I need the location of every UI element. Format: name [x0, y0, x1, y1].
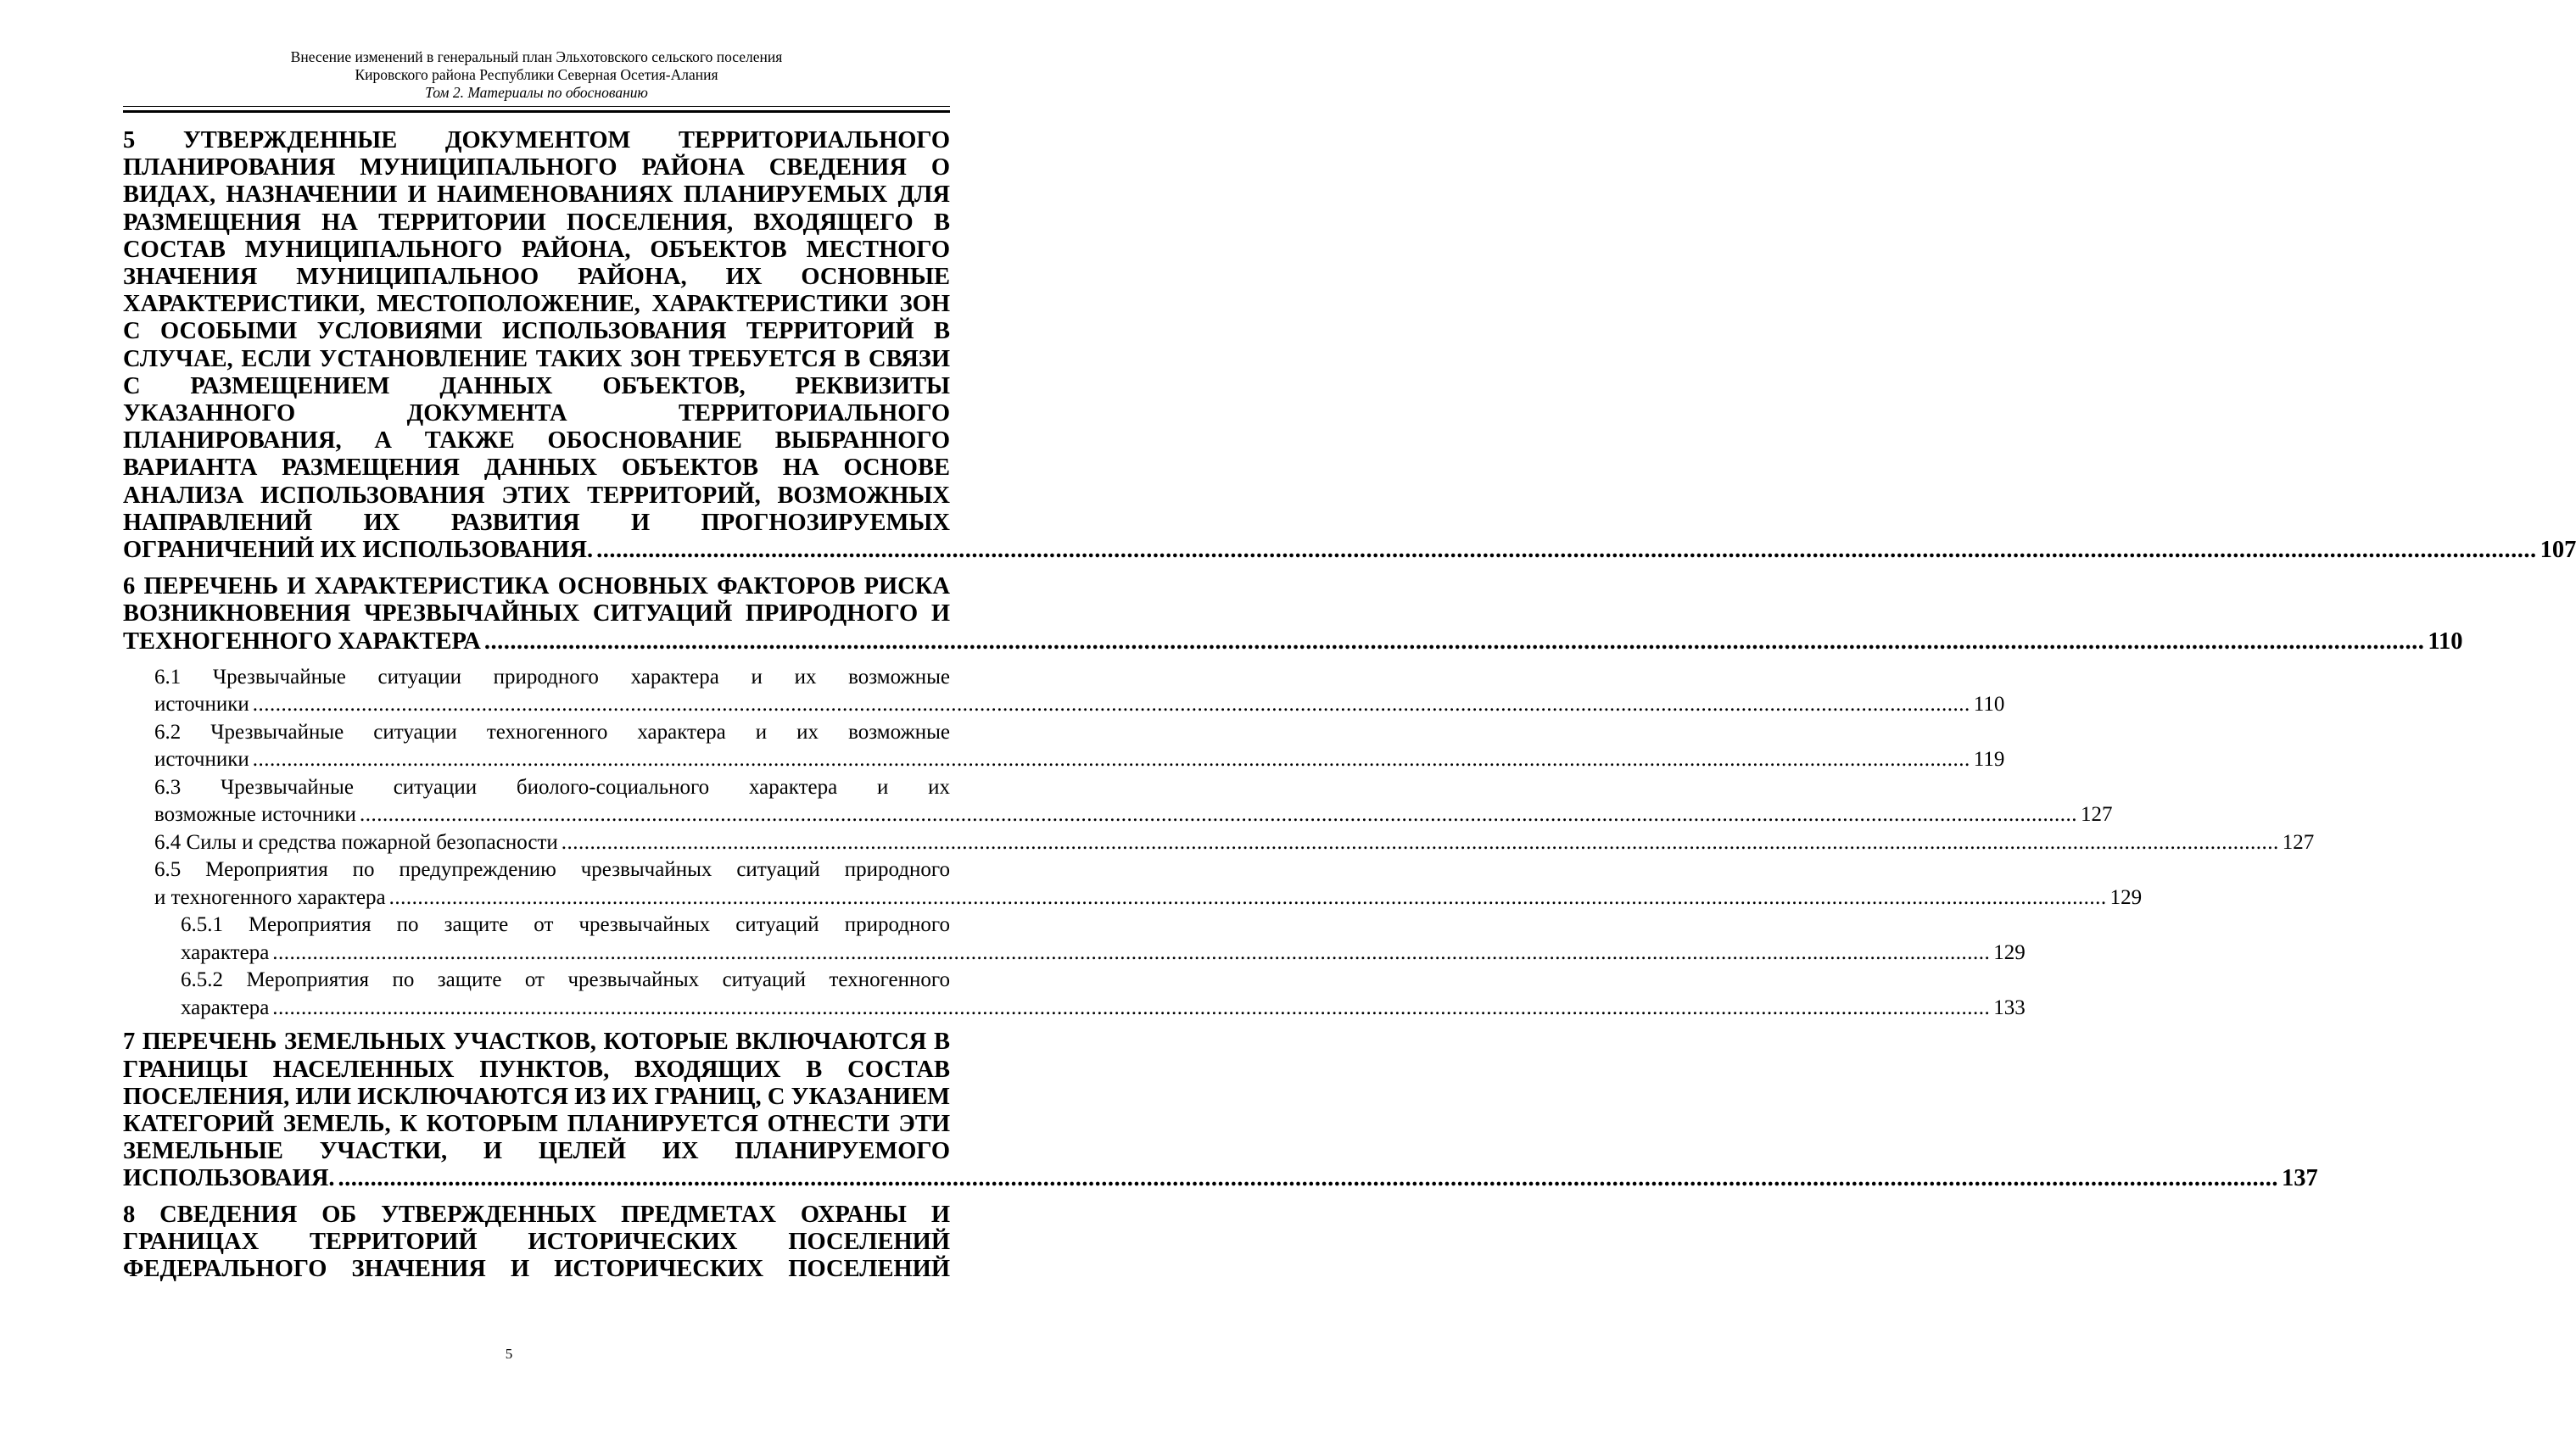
toc-dot-leader: ............................................................................................................................................................................................................................................................................................................ — [388, 885, 2107, 909]
toc-entry-line: УКАЗАННОГО ДОКУМЕНТА ТЕРРИТОРИАЛЬНОГО — [123, 400, 950, 427]
toc-entry-line: 6.5.2 Мероприятия по защите от чрезвычайных ситуаций техногенного — [181, 968, 950, 992]
toc-page-number: 110 — [2428, 627, 2463, 655]
toc-page-number: 127 — [2282, 830, 2315, 854]
toc-dot-leader: ............................................................................................................................................................................................................................................................................................................ — [252, 693, 1970, 717]
toc-entry-text: источники — [154, 748, 249, 772]
toc-dot-leader: ............................................................................................................................................................................................................................................................................................................ — [252, 748, 1970, 772]
toc-entry-line: ЗНАЧЕНИЯ МУНИЦИПАЛЬНОО РАЙОНА, ИХ ОСНОВНЫЕ — [123, 264, 950, 291]
toc-page-number: 133 — [1993, 996, 2026, 1019]
page-number: 5 — [505, 1346, 513, 1362]
toc-entry[interactable] — [123, 719, 2005, 774]
toc-page-number: 127 — [2080, 803, 2113, 827]
toc-entry-line: ЗЕМЕЛЬНЫЕ УЧАСТКИ, И ЦЕЛЕЙ ИХ ПЛАНИРУЕМОГО — [123, 1138, 950, 1165]
toc-entry-line: 7 ПЕРЕЧЕНЬ ЗЕМЕЛЬНЫХ УЧАСТКОВ, КОТОРЫЕ ВКЛЮЧАЮТСЯ В — [123, 1029, 950, 1056]
toc-entry-last-line — [154, 746, 2005, 774]
toc-entry-line: 6.2 Чрезвычайные ситуации техногенного характера и их возможные — [154, 720, 950, 744]
toc-page-number: 129 — [2109, 885, 2143, 909]
toc-entry-line: ХАРАКТЕРИСТИКИ, МЕСТОПОЛОЖЕНИЕ, ХАРАКТЕРИСТИКИ ЗОН — [123, 291, 950, 318]
toc-entry-last-line — [154, 801, 2113, 829]
toc-dot-leader: ............................................................................................................................................................................................................................................................................................................ — [272, 940, 1991, 964]
toc-entry-line: 5 УТВЕРЖДЕННЫЕ ДОКУМЕНТОМ ТЕРРИТОРИАЛЬНОГО — [123, 127, 950, 153]
running-header — [123, 48, 950, 102]
header-region-line: Кировского района Республики Северная Осетия-Алания — [355, 66, 718, 83]
toc-entry-text: ИСПОЛЬЗОВАИЯ. — [123, 1165, 335, 1192]
toc-page-number: 107 — [2540, 537, 2576, 564]
toc-entry-line: ВИДАХ, НАЗНАЧЕНИИ И НАИМЕНОВАНИЯХ ПЛАНИРУЕМЫХ ДЛЯ — [123, 181, 950, 209]
toc-page-number: 119 — [1973, 748, 2005, 772]
toc-entry[interactable] — [123, 573, 2463, 655]
toc-entry-line: 6.3 Чрезвычайные ситуации биолого-социального характера и их — [154, 775, 950, 799]
toc-entry-line: 6.1 Чрезвычайные ситуации природного характера и их возможные — [154, 665, 950, 689]
toc-entry-text: источники — [154, 693, 249, 717]
toc-entry-line: ГРАНИЦАХ ТЕРРИТОРИЙ ИСТОРИЧЕСКИХ ПОСЕЛЕНИЙ — [123, 1228, 950, 1255]
toc-entry-line: АНАЛИЗА ИСПОЛЬЗОВАНИЯ ЭТИХ ТЕРРИТОРИЙ, ВОЗМОЖНЫХ — [123, 482, 950, 509]
header-thick-rule — [123, 110, 950, 113]
toc-entry-line: ГРАНИЦЫ НАСЕЛЕННЫХ ПУНКТОВ, ВХОДЯЩИХ В СОСТАВ — [123, 1056, 950, 1083]
toc-entry[interactable] — [123, 1029, 2318, 1192]
toc-entry-line: КАТЕГОРИЙ ЗЕМЕЛЬ, К КОТОРЫМ ПЛАНИРУЕТСЯ ОТНЕСТИ ЭТИ — [123, 1110, 950, 1137]
toc-page-number: 129 — [1993, 940, 2026, 964]
toc-entry-line: ФЕДЕРАЛЬНОГО ЗНАЧЕНИЯ И ИСТОРИЧЕСКИХ ПОСЕЛЕНИЙ — [123, 1255, 950, 1282]
toc-entry-last-line — [181, 940, 2026, 968]
toc-entry-text: и техногенного характера — [154, 885, 386, 909]
header-title-line: Внесение изменений в генеральный план Эльхотовского сельского поселения — [290, 48, 783, 65]
toc-entry-line: ПОСЕЛЕНИЯ, ИЛИ ИСКЛЮЧАЮТСЯ ИЗ ИХ ГРАНИЦ, С УКАЗАНИЕМ — [123, 1083, 950, 1110]
toc-entry-last-line — [181, 995, 2026, 1023]
toc-entry-line: ВАРИАНТА РАЗМЕЩЕНИЯ ДАННЫХ ОБЪЕКТОВ НА ОСНОВЕ — [123, 455, 950, 482]
toc-entry-line: ПЛАНИРОВАНИЯ МУНИЦИПАЛЬНОГО РАЙОНА СВЕДЕНИЯ О — [123, 154, 950, 181]
toc-dot-leader: ............................................................................................................................................................................................................................................................................................................ — [359, 803, 2077, 827]
toc-page-number: 110 — [1973, 693, 2005, 717]
toc-entry-line: 6 ПЕРЕЧЕНЬ И ХАРАКТЕРИСТИКА ОСНОВНЫХ ФАКТОРОВ РИСКА — [123, 573, 950, 600]
toc-entry[interactable] — [123, 774, 2113, 829]
toc-entry-line: НАПРАВЛЕНИЙ ИХ РАЗВИТИЯ И ПРОГНОЗИРУЕМЫХ — [123, 509, 950, 536]
toc-entry-line: РАЗМЕЩЕНИЯ НА ТЕРРИТОРИИ ПОСЕЛЕНИЯ, ВХОДЯЩЕГО В — [123, 209, 950, 236]
toc-dot-leader: ............................................................................................................................................................................................................................................................................................................ — [272, 996, 1991, 1019]
toc-entry-last-line — [154, 829, 2315, 857]
toc-entry-line: 6.5 Мероприятия по предупреждению чрезвычайных ситуаций природного — [154, 858, 950, 882]
toc-entry-text: ОГРАНИЧЕНИЙ ИХ ИСПОЛЬЗОВАНИЯ. — [123, 537, 594, 564]
toc-entry-text: возможные источники — [154, 803, 356, 827]
toc-entry-last-line — [154, 691, 2005, 719]
toc-entry-text: характера — [181, 996, 270, 1019]
toc-entry-text: 6.4 Силы и средства пожарной безопасности — [154, 830, 558, 854]
toc-entry-last-line — [154, 884, 2143, 912]
toc-entry[interactable] — [123, 967, 2026, 1022]
table-of-contents — [123, 127, 2576, 1291]
toc-entry-last-line — [123, 537, 2576, 564]
header-volume-line: Том 2. Материалы по обоснованию — [425, 84, 648, 101]
toc-dot-leader: ............................................................................................................................................................................................................................................................................................................ — [483, 627, 2425, 655]
toc-entry[interactable] — [123, 127, 2576, 564]
toc-dot-leader: ............................................................................................................................................................................................................................................................................................................ — [338, 1165, 2279, 1192]
toc-entry-line: С РАЗМЕЩЕНИЕМ ДАННЫХ ОБЪЕКТОВ, РЕКВИЗИТЫ — [123, 372, 950, 399]
toc-entry[interactable] — [123, 664, 2005, 719]
toc-entry[interactable] — [123, 1202, 950, 1284]
toc-entry-text: характера — [181, 940, 270, 964]
toc-entry-line: ПЛАНИРОВАНИЯ, А ТАКЖЕ ОБОСНОВАНИЕ ВЫБРАННОГО — [123, 427, 950, 455]
toc-entry-line: СОСТАВ МУНИЦИПАЛЬНОГО РАЙОНА, ОБЪЕКТОВ МЕСТНОГО — [123, 236, 950, 263]
toc-entry-text: ТЕХНОГЕННОГО ХАРАКТЕРА — [123, 627, 481, 655]
toc-dot-leader: ............................................................................................................................................................................................................................................................................................................ — [561, 830, 2279, 854]
toc-page-number: 137 — [2282, 1165, 2318, 1192]
toc-entry-line: С ОСОБЫМИ УСЛОВИЯМИ ИСПОЛЬЗОВАНИЯ ТЕРРИТОРИЙ В — [123, 318, 950, 345]
header-thin-rule — [123, 106, 950, 107]
toc-dot-leader: ............................................................................................................................................................................................................................................................................................................ — [596, 537, 2537, 564]
toc-entry-line: 8 СВЕДЕНИЯ ОБ УТВЕРЖДЕННЫХ ПРЕДМЕТАХ ОХРАНЫ И — [123, 1201, 950, 1228]
toc-entry-line: 6.5.1 Мероприятия по защите от чрезвычайных ситуаций природного — [181, 913, 950, 937]
toc-entry-line: СЛУЧАЕ, ЕСЛИ УСТАНОВЛЕНИЕ ТАКИХ ЗОН ТРЕБУЕТСЯ В СВЯЗИ — [123, 345, 950, 372]
toc-entry-line: ВОЗНИКНОВЕНИЯ ЧРЕЗВЫЧАЙНЫХ СИТУАЦИЙ ПРИРОДНОГО И — [123, 600, 950, 627]
toc-entry[interactable] — [123, 829, 2315, 857]
toc-entry-last-line — [123, 627, 2463, 655]
toc-entry-last-line — [123, 1165, 2318, 1192]
toc-entry[interactable] — [123, 912, 2026, 967]
toc-entry[interactable] — [123, 856, 2143, 912]
